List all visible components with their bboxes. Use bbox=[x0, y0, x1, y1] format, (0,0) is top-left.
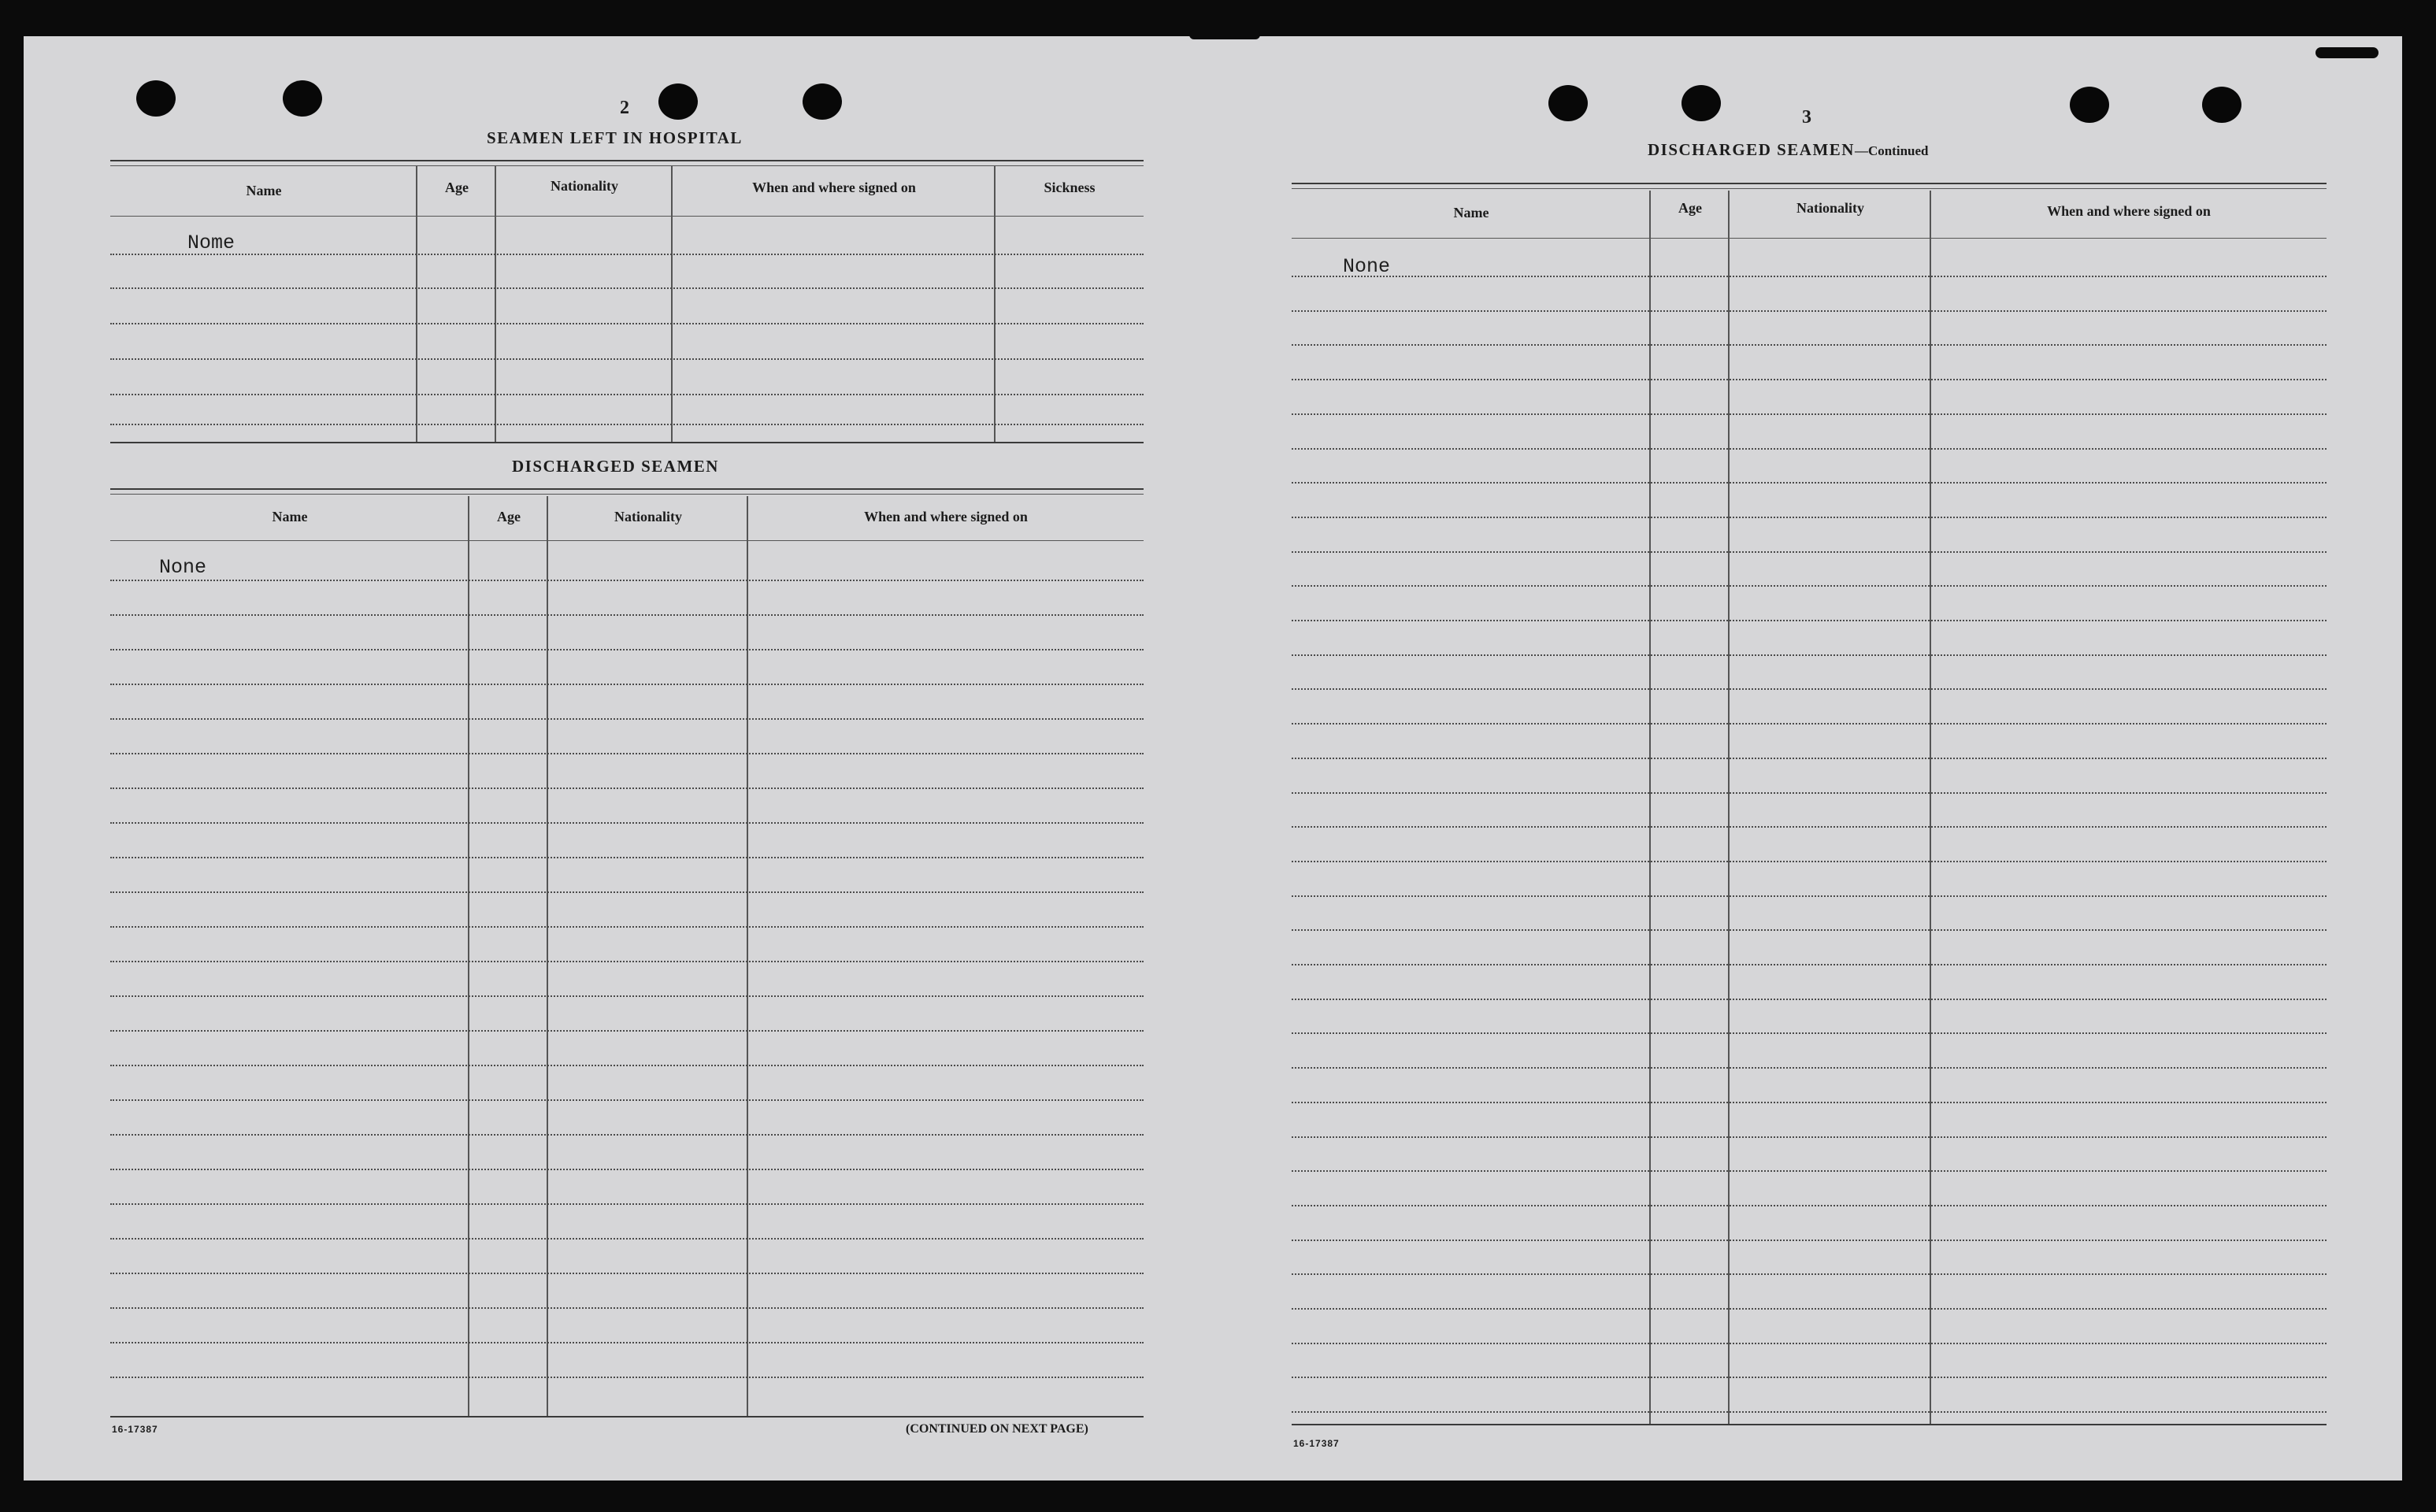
table-row bbox=[1292, 413, 2327, 415]
form-number: 16-17387 bbox=[112, 1424, 158, 1435]
table-row bbox=[110, 1342, 1144, 1343]
table-row bbox=[110, 926, 1144, 928]
table-row bbox=[110, 891, 1144, 893]
table-row bbox=[1292, 792, 2327, 794]
table-row bbox=[110, 649, 1144, 650]
table-bottom-rule bbox=[110, 1416, 1144, 1418]
table-row bbox=[110, 857, 1144, 858]
punch-hole bbox=[1548, 85, 1588, 121]
page-number: 3 bbox=[1802, 107, 1811, 128]
punch-hole bbox=[283, 80, 322, 117]
column-header-name: Name bbox=[246, 183, 282, 198]
table-row bbox=[110, 1169, 1144, 1170]
header-underline bbox=[110, 540, 1144, 541]
table-top-rule bbox=[110, 165, 1144, 166]
table-row bbox=[110, 323, 1144, 324]
column-header-nationality: Nationality bbox=[1796, 200, 1864, 216]
table-row bbox=[110, 1307, 1144, 1309]
table-row bbox=[110, 614, 1144, 616]
table-row bbox=[1292, 1170, 2327, 1172]
table-row bbox=[1292, 1067, 2327, 1069]
table-row bbox=[110, 1203, 1144, 1205]
section-title-hospital: SEAMEN LEFT IN HOSPITAL bbox=[487, 128, 743, 147]
table-row bbox=[110, 995, 1144, 997]
punch-hole bbox=[136, 80, 176, 117]
column-header-signed-on: When and where signed on bbox=[2047, 203, 2211, 219]
table-row bbox=[110, 788, 1144, 789]
column-divider bbox=[468, 496, 469, 1416]
column-header-age: Age bbox=[497, 509, 521, 524]
table-row bbox=[110, 822, 1144, 824]
table-row bbox=[1292, 895, 2327, 897]
table-row bbox=[1292, 1308, 2327, 1310]
table-row bbox=[1292, 551, 2327, 553]
table-row bbox=[1292, 1240, 2327, 1241]
table-row bbox=[1292, 654, 2327, 656]
table-row bbox=[110, 394, 1144, 395]
column-divider bbox=[671, 166, 673, 442]
column-header-age: Age bbox=[1678, 200, 1702, 216]
table-row bbox=[110, 424, 1144, 425]
column-header-nationality: Nationality bbox=[614, 509, 682, 524]
table-row bbox=[1292, 1136, 2327, 1138]
table-row bbox=[110, 580, 1144, 581]
table-row bbox=[110, 961, 1144, 962]
table-row bbox=[1292, 620, 2327, 621]
table-row bbox=[1292, 688, 2327, 690]
table-row bbox=[110, 1030, 1144, 1032]
column-header-sickness: Sickness bbox=[1044, 180, 1096, 195]
column-header-signed-on: When and where signed on bbox=[864, 509, 1028, 524]
table-row bbox=[1292, 276, 2327, 277]
table-row bbox=[1292, 1273, 2327, 1275]
table-row bbox=[1292, 826, 2327, 828]
table-row bbox=[1292, 344, 2327, 346]
table-row bbox=[1292, 1205, 2327, 1206]
table-row bbox=[110, 254, 1144, 255]
header-underline bbox=[110, 216, 1144, 217]
punch-hole bbox=[803, 83, 842, 120]
table-top-rule bbox=[110, 160, 1144, 161]
table-row bbox=[1292, 861, 2327, 862]
title-suffix: —Continued bbox=[1854, 143, 1929, 158]
discharged-continued-entry-name: None bbox=[1343, 255, 1391, 278]
table-row bbox=[110, 684, 1144, 685]
column-header-age: Age bbox=[445, 180, 469, 195]
section-title-discharged-continued bbox=[1648, 140, 1928, 160]
table-row bbox=[1292, 1343, 2327, 1344]
table-row bbox=[110, 1377, 1144, 1378]
table-row bbox=[1292, 482, 2327, 484]
table-row bbox=[1292, 758, 2327, 759]
column-header-name: Name bbox=[272, 509, 308, 524]
scan-tear-mark bbox=[1189, 30, 1260, 39]
punch-hole bbox=[2202, 87, 2241, 123]
table-row bbox=[110, 1065, 1144, 1066]
table-row bbox=[1292, 517, 2327, 518]
column-header-nationality: Nationality bbox=[550, 178, 618, 194]
continued-note: (CONTINUED ON NEXT PAGE) bbox=[906, 1422, 1088, 1436]
column-header-signed-on: When and where signed on bbox=[752, 180, 916, 195]
table-row bbox=[1292, 964, 2327, 965]
table-row bbox=[110, 1099, 1144, 1101]
table-top-rule bbox=[110, 488, 1144, 490]
hospital-entry-name: Nome bbox=[187, 232, 235, 254]
table-row bbox=[1292, 1377, 2327, 1378]
column-divider bbox=[747, 496, 748, 1416]
table-row bbox=[110, 753, 1144, 754]
table-row bbox=[110, 287, 1144, 289]
table-row bbox=[1292, 999, 2327, 1000]
page-number: 2 bbox=[620, 98, 629, 118]
column-divider bbox=[994, 166, 996, 442]
table-row bbox=[1292, 723, 2327, 724]
form-number: 16-17387 bbox=[1293, 1438, 1340, 1449]
table-row bbox=[1292, 448, 2327, 450]
table-row bbox=[1292, 379, 2327, 380]
table-row bbox=[1292, 1411, 2327, 1413]
scan-tear-mark bbox=[2315, 47, 2379, 58]
table-row bbox=[110, 358, 1144, 360]
section-title-discharged: DISCHARGED SEAMEN bbox=[512, 457, 719, 476]
table-bottom-rule bbox=[1292, 1424, 2327, 1425]
table-top-rule bbox=[1292, 188, 2327, 189]
column-header-name: Name bbox=[1453, 205, 1489, 220]
table-top-rule bbox=[1292, 183, 2327, 184]
column-divider bbox=[416, 166, 417, 442]
table-row bbox=[110, 718, 1144, 720]
table-row bbox=[110, 1273, 1144, 1274]
table-row bbox=[1292, 929, 2327, 931]
table-row bbox=[110, 1238, 1144, 1240]
title-text: DISCHARGED SEAMEN bbox=[1648, 140, 1855, 159]
column-divider bbox=[495, 166, 496, 442]
table-row bbox=[1292, 1032, 2327, 1034]
punch-hole bbox=[658, 83, 698, 120]
punch-hole bbox=[1681, 85, 1721, 121]
table-top-rule bbox=[110, 494, 1144, 495]
header-underline bbox=[1292, 238, 2327, 239]
table-row bbox=[1292, 310, 2327, 312]
table-bottom-rule bbox=[110, 442, 1144, 443]
table-row bbox=[1292, 585, 2327, 587]
discharged-entry-name: None bbox=[159, 556, 207, 579]
table-row bbox=[1292, 1102, 2327, 1103]
punch-hole bbox=[2070, 87, 2109, 123]
column-divider bbox=[547, 496, 548, 1416]
table-row bbox=[110, 1134, 1144, 1136]
